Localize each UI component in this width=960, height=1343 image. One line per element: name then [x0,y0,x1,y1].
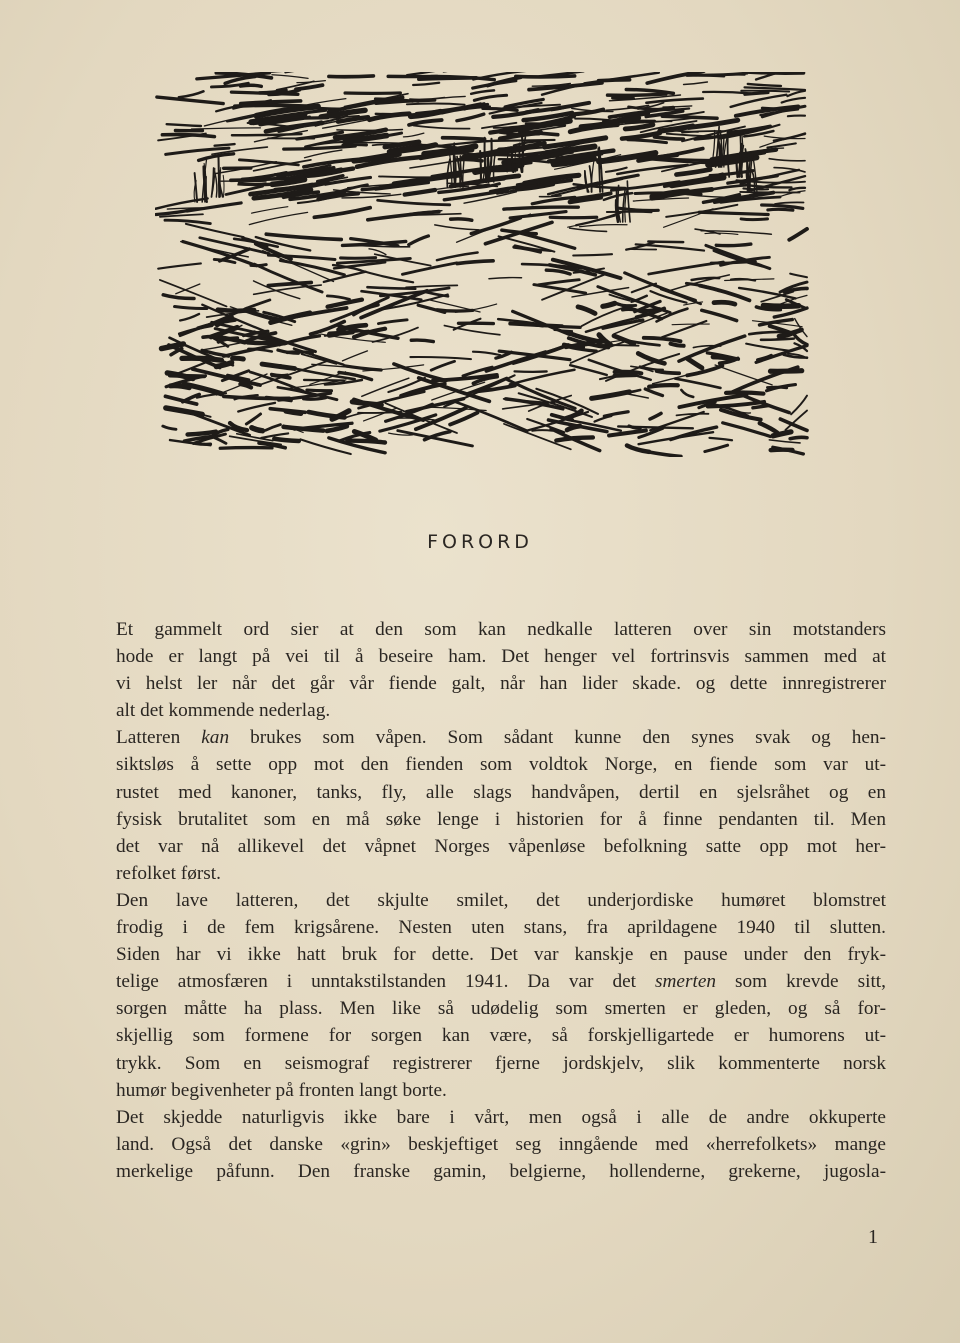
text-line: merkelige påfunn. Den franske gamin, belgierne, hollenderne, grekerne, jugosla- [116,1160,886,1182]
ink-stroke [628,140,667,143]
ink-stroke [233,358,244,359]
ink-stroke [625,125,653,129]
ink-stroke [215,172,217,197]
ink-stroke [747,72,803,73]
ink-stroke [409,236,429,245]
text-line: rustet med kanoner, tanks, fly, alle slags handvåpen, dertil en sjelsråhet og en [116,781,886,803]
ink-stroke [473,352,500,355]
ink-stroke [713,357,731,359]
ink-stroke [714,302,735,304]
ink-stroke [285,336,320,344]
ink-stroke [736,155,737,177]
ink-stroke [532,430,552,431]
ink-stroke [615,372,642,374]
ink-stroke [449,150,452,187]
ink-stroke [158,263,201,268]
ink-stroke [180,314,199,321]
ink-stroke [211,168,213,197]
ink-stroke [215,438,226,444]
ink-stroke [260,90,286,93]
ink-stroke [474,95,506,100]
ink-stroke [431,361,454,370]
ink-stroke [510,324,562,327]
ink-stroke [328,300,362,307]
ink-stroke [657,371,680,373]
ink-stroke [218,310,254,311]
ink-stroke [252,428,263,431]
ink-stroke [368,212,439,220]
ink-stroke [166,408,202,414]
ink-stroke [451,219,472,220]
text-line: Det skjedde naturligvis ikke bare i vårt, men også i alle de andre okkuperte [116,1106,886,1128]
ink-stroke [789,188,805,190]
ink-stroke [646,452,681,457]
ink-stroke [337,129,403,130]
ink-stroke [347,441,385,443]
ink-stroke [302,354,337,364]
ink-stroke [435,225,479,230]
text-line: vi helst ler når det går vår fiende galt, når han lider skade. og dette innregistrerer [116,673,886,695]
text-line: frodig i de fem krigsårene. Nesten uten stans, fra aprildagene 1940 til slutten. [116,917,886,939]
ink-stroke [614,336,634,344]
ink-stroke [369,249,386,255]
page-title: FORORD [427,531,533,553]
ink-stroke [566,411,582,419]
text-line: hode er langt på vei til å beseire ham. Det henger vel fortrinsvis sammen med at [116,646,886,668]
ink-stroke [220,448,272,449]
ink-stroke [746,344,790,351]
ink-stroke [790,437,807,438]
text-line: trykk. Som en seismograf registrerer fjerne jordskjelv, slik kommenterte norsk [116,1052,886,1074]
ink-stroke [699,212,768,214]
ink-stroke [252,207,288,213]
text-line: humør begivenheter på fronten langt borte. [116,1079,447,1101]
ink-stroke [763,305,798,306]
ink-stroke [457,261,493,264]
ink-stroke [769,159,805,161]
ink-stroke [702,310,737,320]
ink-stroke [407,399,464,412]
ink-stroke [314,208,370,218]
ink-stroke [327,296,349,299]
ink-stroke [762,205,803,208]
ink-stroke [199,154,234,161]
ink-stroke [741,219,767,220]
ink-stroke [676,169,710,174]
ink-stroke [614,375,635,376]
landscape-sketch-illustration [155,72,810,457]
ink-stroke [539,196,561,197]
ink-stroke [272,75,308,79]
paragraph-4 [116,1104,886,1185]
paragraph-2 [116,724,886,887]
ink-stroke [767,143,795,147]
ink-stroke [254,264,322,292]
ink-stroke [163,426,176,429]
text-line: siktsløs å sette opp mot den fienden som voldtok Norge, en fiende som var ut- [116,754,886,776]
text-line: Siden har vi ikke hatt bruk for dette. Det var kanskje en pause under den fryk- [116,944,886,966]
ink-stroke [324,272,366,282]
ink-stroke [167,124,201,126]
ink-stroke [664,209,714,228]
ink-stroke [623,309,636,310]
ink-stroke [345,366,382,370]
ink-stroke [516,76,575,77]
ink-stroke [398,431,473,446]
ink-stroke [480,151,481,182]
ink-stroke [578,307,595,314]
ink-stroke [518,232,575,248]
ink-stroke [246,414,260,424]
ink-stroke [411,340,433,342]
ink-stroke [342,351,367,361]
ink-stroke [341,258,376,259]
sketch-svg [155,72,810,457]
ink-stroke [175,307,207,309]
ink-stroke [638,353,664,363]
ink-stroke [745,87,805,90]
ink-stroke [670,344,683,346]
ink-stroke [672,324,709,325]
ink-stroke [454,143,455,187]
ink-stroke [182,358,221,360]
ink-stroke [424,292,448,297]
ink-stroke [215,144,235,146]
ink-stroke [716,244,751,246]
ink-stroke [241,85,262,86]
ink-stroke [343,145,367,146]
ink-stroke [731,95,787,107]
ink-stroke [546,270,570,274]
ink-stroke [411,112,441,116]
ink-stroke [157,97,223,104]
ink-stroke [770,371,801,372]
ink-stroke [413,125,469,128]
ink-stroke [539,280,580,285]
ink-stroke [453,401,527,431]
ink-stroke [692,278,720,280]
text-line: det var nå allikevel det våpnet Norges våpenløse befolkning satte opp mot her- [116,835,886,857]
ink-stroke [609,431,646,436]
ink-stroke [672,177,724,185]
ink-stroke [649,385,678,387]
ink-stroke [646,99,702,103]
ink-stroke [248,342,282,343]
ink-stroke [186,224,244,237]
ink-stroke [768,209,793,210]
text-line: Et gammelt ord sier at den som kan nedkalle latteren over sin motstanders [116,619,886,640]
ink-stroke [645,389,662,396]
ink-stroke [603,303,615,306]
ink-stroke [489,278,522,279]
ink-stroke [644,338,681,342]
ink-stroke [721,410,761,420]
ink-stroke [378,200,450,205]
ink-stroke [615,303,636,305]
ink-stroke [410,357,471,359]
ink-stroke [654,137,683,139]
ink-stroke [606,168,627,172]
ink-stroke [675,379,720,388]
ink-stroke [262,364,295,368]
ink-stroke [782,98,805,103]
ink-stroke [216,363,231,367]
ink-stroke [187,203,241,211]
ink-stroke [192,128,261,129]
ink-stroke [726,392,763,393]
ink-stroke [650,413,661,419]
ink-stroke [662,116,717,118]
ink-stroke [760,320,793,325]
ink-stroke [413,83,439,85]
ink-stroke [223,175,224,197]
ink-stroke [274,439,298,441]
ink-stroke [556,437,593,440]
page-number: 1 [868,1226,878,1248]
ink-stroke [352,402,381,405]
ink-stroke [579,225,627,227]
ink-stroke [712,185,747,189]
ink-stroke [286,411,301,413]
ink-stroke [266,234,341,239]
ink-stroke [567,426,580,430]
ink-stroke [218,155,219,197]
ink-stroke [570,228,607,231]
ink-stroke [705,445,728,451]
ink-stroke [649,262,724,274]
ink-stroke [662,321,706,337]
ink-stroke [329,76,374,77]
ink-stroke [407,104,465,105]
ink-stroke [271,374,287,375]
paragraph-3 [116,887,886,1104]
ink-stroke [715,365,772,385]
ink-stroke [684,82,708,84]
ink-stroke [165,220,210,223]
ink-stroke [604,412,628,416]
ink-stroke [352,245,409,247]
ink-stroke [775,202,804,204]
ink-stroke [573,254,612,255]
text-line: Den lave latteren, det skjulte smilet, det underjordiske humøret blomstret [116,889,886,911]
ink-stroke [748,84,781,86]
ink-stroke [753,406,769,408]
text-line: Latteren kan brukes som våpen. Som sådant kunne den synes svak og hen- [116,727,886,749]
ink-stroke [688,359,702,368]
text-line: fysisk brutalitet som en må søke lenge i historien for å finne pendanten til. Men [116,808,886,830]
text-line: sorgen måtte ha plass. Men like så udødelig som smerten er gleden, og så for- [116,998,886,1020]
ink-stroke [245,300,270,309]
foreword-text [116,616,886,1185]
ink-stroke [608,94,666,95]
ink-stroke [160,280,227,306]
ink-stroke [769,440,800,443]
ink-stroke [780,182,805,183]
ink-stroke [592,392,630,399]
ink-stroke [409,120,442,125]
ink-stroke [705,233,738,234]
ink-stroke [457,114,484,121]
ink-stroke [710,438,732,440]
ink-stroke [780,419,807,430]
ink-stroke [471,90,494,93]
ink-stroke [163,295,194,299]
ink-stroke [188,432,216,435]
ink-stroke [265,425,280,431]
ink-stroke [570,125,617,132]
ink-stroke [443,138,485,140]
ink-stroke [790,274,807,278]
text-line: refolket først. [116,862,221,884]
ink-stroke [437,253,478,261]
ink-stroke [760,423,778,432]
ink-stroke [307,390,331,391]
ink-stroke [240,384,251,387]
ink-stroke [176,284,200,294]
text-line: skjellig som formene for sorgen kan være, så forskjelligartede er humorens ut- [116,1025,886,1047]
ink-stroke [504,207,578,209]
text-line: alt det kommende nederlag. [116,700,331,722]
ink-stroke [626,89,673,93]
paragraph-1 [116,616,886,724]
ink-stroke [613,98,634,99]
ink-stroke [170,376,204,377]
ink-stroke [788,116,805,117]
ink-stroke [550,217,596,218]
text-line: telige atmosfæren i unntakstilstanden 1941. Da var det smerten som krevde sitt, [116,971,886,993]
ink-stroke [179,91,203,97]
ink-stroke [789,229,807,240]
ink-stroke [681,390,693,397]
ink-stroke [745,93,768,95]
text-line: land. Også det danske «grin» beskjeftiget seg inngående med «herrefolkets» mange [116,1133,886,1155]
ink-stroke [378,320,407,324]
ink-stroke [305,150,342,158]
ink-stroke [249,212,307,224]
ink-stroke [774,134,805,141]
ink-stroke [405,190,435,195]
ink-stroke [403,133,423,137]
